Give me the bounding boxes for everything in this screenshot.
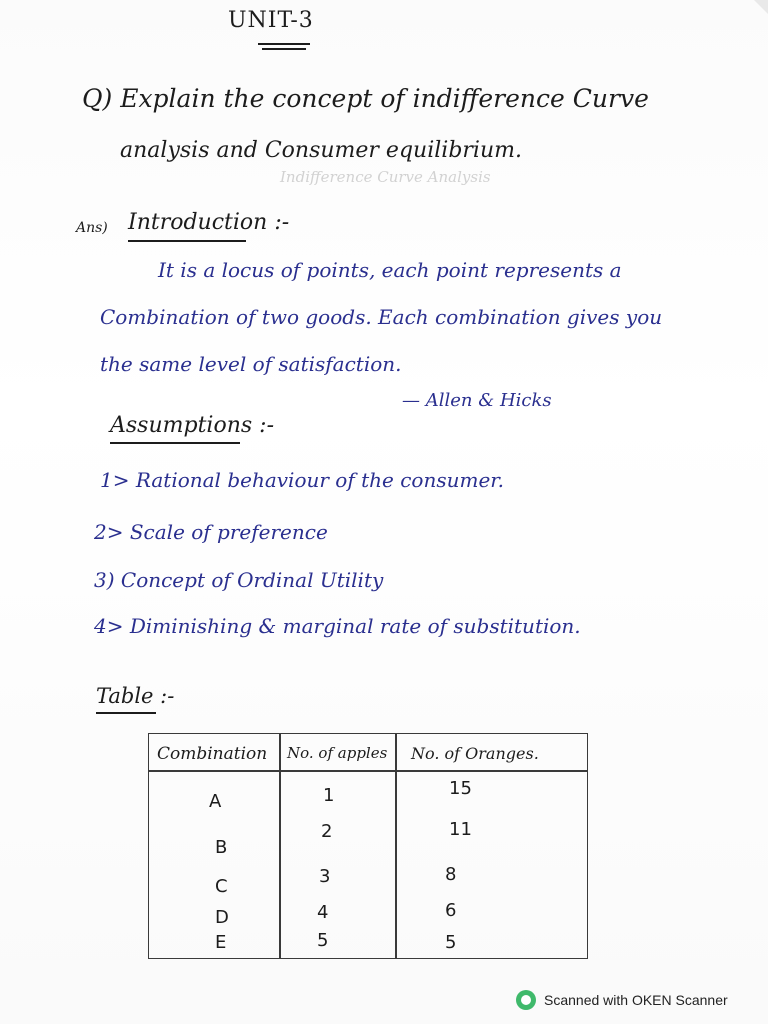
table-cell-apples: 4 xyxy=(317,902,329,923)
table-column-divider xyxy=(279,734,281,958)
question-line-1: Q) Explain the concept of indifference Curve xyxy=(82,84,649,113)
page-corner-fold xyxy=(754,0,768,14)
table-header-combination: Combination xyxy=(157,744,268,764)
table-cell-combination: B xyxy=(215,837,228,858)
table-cell-combination: E xyxy=(215,932,227,953)
introduction-heading: Introduction :- xyxy=(128,210,290,235)
table-cell-combination: D xyxy=(215,907,229,928)
unit-title: UNIT-3 xyxy=(228,8,314,33)
scanner-watermark-text: Scanned with OKEN Scanner xyxy=(544,992,728,1008)
unit-title-underline-second xyxy=(262,48,306,50)
table-cell-apples: 3 xyxy=(319,866,331,887)
introduction-underline xyxy=(128,240,246,242)
table-cell-apples: 5 xyxy=(317,930,329,951)
question-line-2: analysis and Consumer equilibrium. xyxy=(120,138,522,163)
oken-scanner-icon xyxy=(516,990,536,1010)
unit-title-underline xyxy=(258,43,310,45)
table-header-divider xyxy=(149,770,587,772)
definition-attribution: — Allen & Hicks xyxy=(402,390,552,411)
combination-table xyxy=(148,733,588,959)
table-cell-apples: 2 xyxy=(321,821,333,842)
definition-line-3: the same level of satisfaction. xyxy=(100,352,402,376)
faint-bleedthrough-note: Indifference Curve Analysis xyxy=(280,168,491,186)
assumptions-underline xyxy=(110,442,240,444)
table-cell-oranges: 11 xyxy=(449,819,472,840)
table-cell-combination: A xyxy=(209,791,222,812)
table-header-apples: No. of apples xyxy=(287,744,388,762)
definition-line-1: It is a locus of points, each point represents a xyxy=(158,258,622,282)
table-cell-combination: C xyxy=(215,876,228,897)
table-cell-oranges: 8 xyxy=(445,864,457,885)
table-cell-apples: 1 xyxy=(323,785,335,806)
table-header-oranges: No. of Oranges. xyxy=(411,744,539,763)
table-cell-oranges: 6 xyxy=(445,900,457,921)
assumptions-heading: Assumptions :- xyxy=(110,413,275,438)
table-cell-oranges: 5 xyxy=(445,932,457,953)
scanner-watermark xyxy=(516,990,728,1010)
assumption-item-3: 3) Concept of Ordinal Utility xyxy=(94,568,384,592)
table-heading-underline xyxy=(96,712,156,714)
assumption-item-4: 4> Diminishing & marginal rate of substitution. xyxy=(94,614,581,638)
assumption-item-1: 1> Rational behaviour of the consumer. xyxy=(100,468,504,492)
answer-label: Ans) xyxy=(76,220,108,236)
table-column-divider xyxy=(395,734,397,958)
definition-line-2: Combination of two goods. Each combination gives you xyxy=(100,305,663,329)
assumption-item-2: 2> Scale of preference xyxy=(94,520,328,544)
table-heading: Table :- xyxy=(96,684,175,708)
table-cell-oranges: 15 xyxy=(449,778,472,799)
